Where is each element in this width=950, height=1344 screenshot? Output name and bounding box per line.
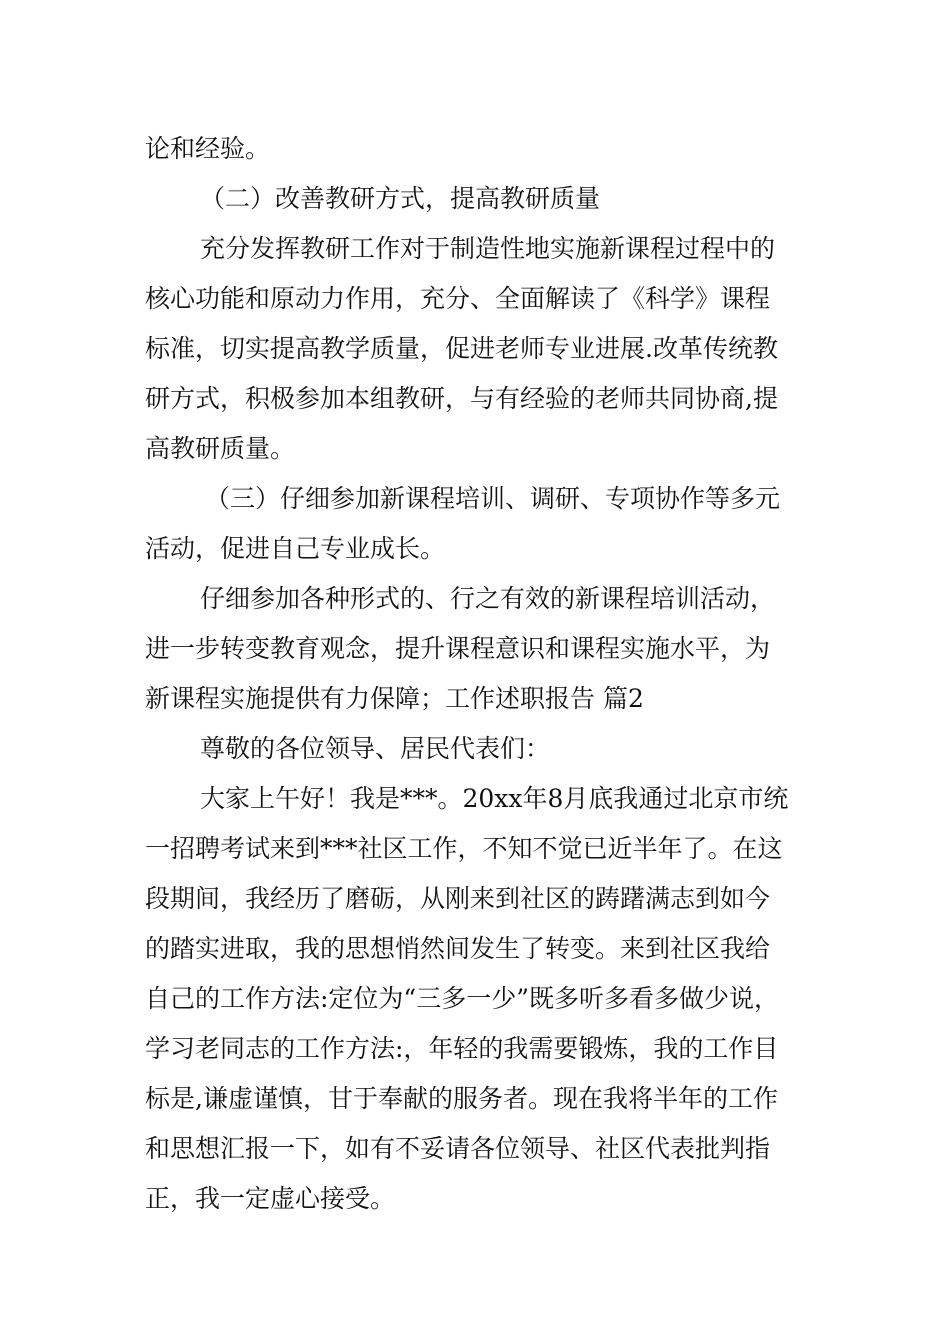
text-line: 充分发挥教研工作对于制造性地实施新课程过程中的 [200, 234, 776, 263]
text-line: 正，我一定虚心接受。 [145, 1184, 396, 1213]
section-heading: （二）改善教研方式，提高教研质量 [200, 184, 601, 213]
text-line: 活动，促进自己专业成长。 [145, 534, 446, 563]
section-heading: （三）仔细参加新课程培训、调研、专项协作等多元 [205, 484, 781, 513]
text-line: 研方式，积极参加本组教研，与有经验的老师共同协商,提 [145, 384, 778, 413]
salutation: 尊敬的各位领导、居民代表们： [200, 734, 551, 763]
text-line: 进一步转变教育观念，提升课程意识和课程实施水平，为 [145, 634, 771, 663]
text-line: 高教研质量。 [145, 434, 296, 463]
text-line: 和思想汇报一下，如有不妥请各位领导、社区代表批判指 [145, 1134, 771, 1163]
text-line: 标是,谦虚谨慎，甘于奉献的服务者。现在我将半年的工作 [145, 1084, 778, 1113]
text-line: 新课程实施提供有力保障；工作述职报告 篇2 [145, 684, 644, 713]
text-line: 学习老同志的工作方法:，年轻的我需要锻炼，我的工作目 [145, 1034, 779, 1063]
text-line: 大家上午好！我是***。20xx年8月底我通过北京市统 [200, 784, 789, 813]
text-line: 一招聘考试来到***社区工作，不知不觉已近半年了。在这 [145, 834, 783, 863]
text-line: 的踏实进取，我的思想悄然间发生了转变。来到社区我给 [145, 934, 771, 963]
text-line: 仔细参加各种形式的、行之有效的新课程培训活动， [200, 584, 776, 613]
text-line: 核心功能和原动力作用，充分、全面解读了《科学》课程 [145, 284, 771, 313]
text-line: 论和经验。 [145, 134, 271, 163]
text-line: 自己的工作方法:定位为“三多一少”既多听多看多做少说， [145, 984, 779, 1013]
text-line: 标准，切实提高教学质量，促进老师专业进展.改革传统教 [145, 334, 778, 363]
text-line: 段期间，我经历了磨砺，从刚来到社区的踌躇满志到如今 [145, 884, 771, 913]
